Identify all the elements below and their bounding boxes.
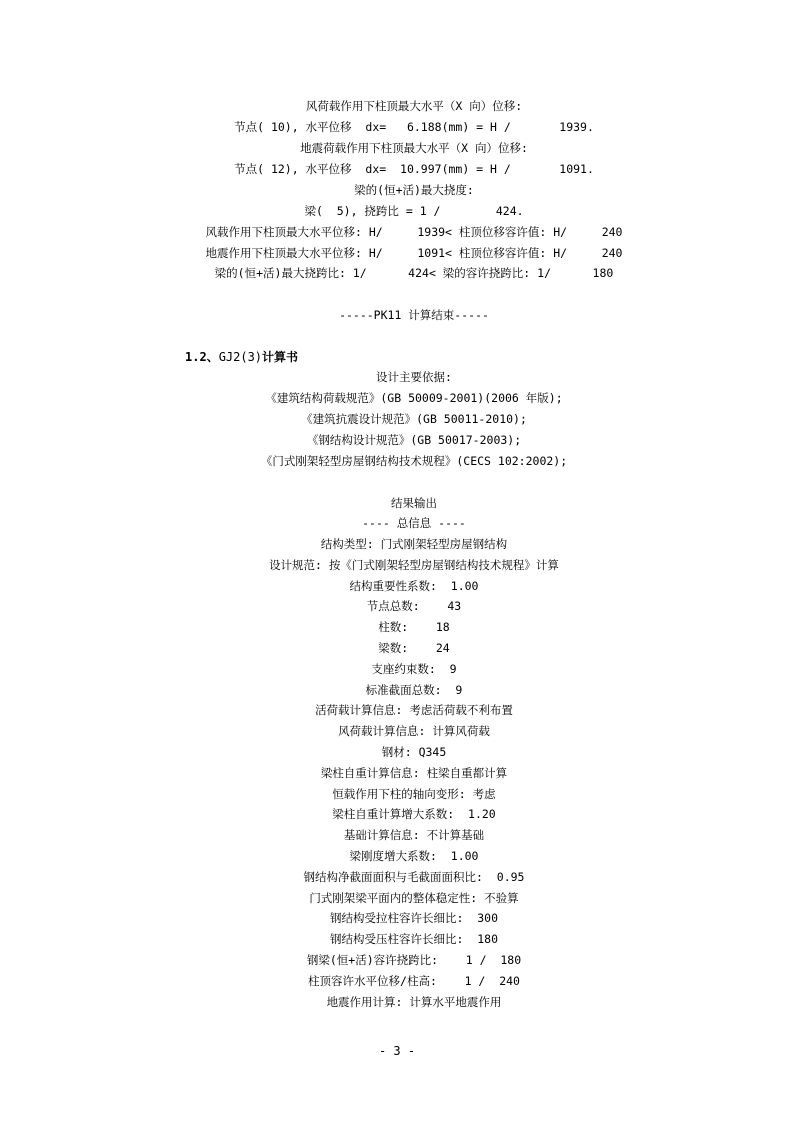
result-item: 梁柱自重计算信息: 柱梁自重都计算	[320, 766, 508, 780]
result-item: 钢结构净截面面积与毛截面面积比: 0.95	[303, 870, 525, 884]
basis-item: 《钢结构设计规范》(GB 50017-2003);	[306, 433, 522, 447]
seismic-displacement-heading: 地震荷载作用下柱顶最大水平（X 向）位移:	[300, 141, 528, 155]
result-item: 钢结构受拉柱容许长细比: 300	[329, 911, 499, 925]
result-item: 钢材: Q345	[381, 745, 447, 759]
seismic-displacement-node: 节点( 12), 水平位移 dx= 10.997(mm) = H / 1091.	[234, 162, 594, 176]
seismic-displacement-check: 地震作用下柱顶最大水平位移: H/ 1091< 柱顶位移容许值: H/ 240	[205, 246, 623, 260]
basis-heading: 设计主要依据:	[376, 370, 452, 384]
calculation-end-marker: -----PK11 计算结束-----	[339, 308, 489, 322]
result-item: 活荷载计算信息: 考虑活荷载不利布置	[315, 703, 513, 717]
result-item: 地震作用计算: 计算水平地震作用	[326, 995, 502, 1009]
result-item: 设计规范: 按《门式刚架轻型房屋钢结构技术规程》计算	[269, 558, 559, 572]
result-item: 钢梁(恒+活)容许挠跨比: 1 / 180	[306, 953, 522, 967]
wind-displacement-node: 节点( 10), 水平位移 dx= 6.188(mm) = H / 1939.	[234, 120, 594, 134]
result-item: 柱数: 18	[378, 620, 450, 634]
page-number: - 3 -	[378, 1044, 416, 1058]
result-item: 恒载作用下柱的轴向变形: 考虑	[332, 787, 496, 801]
result-item: 柱顶容许水平位移/柱高: 1 / 240	[308, 974, 520, 988]
result-item: 结构类型: 门式刚架轻型房屋钢结构	[320, 537, 508, 551]
wind-displacement-check: 风载作用下柱顶最大水平位移: H/ 1939< 柱顶位移容许值: H/ 240	[205, 225, 623, 239]
result-item: 基础计算信息: 不计算基础	[343, 828, 485, 842]
result-item: 钢结构受压柱容许长细比: 180	[329, 932, 499, 946]
section-heading	[185, 349, 298, 365]
result-item: 节点总数: 43	[366, 599, 462, 613]
beam-deflection-ratio: 梁( 5), 挠跨比 = 1 / 424.	[304, 204, 524, 218]
wind-displacement-heading: 风荷载作用下柱顶最大水平（X 向）位移:	[305, 99, 523, 113]
basis-item: 《建筑抗震设计规范》(GB 50011-2010);	[301, 412, 527, 426]
section-title: 计算书	[262, 350, 299, 364]
result-item: 梁数: 24	[378, 641, 450, 655]
result-item: 支座约束数: 9	[371, 662, 457, 676]
result-item: 门式刚架梁平面内的整体稳定性: 不验算	[309, 891, 519, 905]
result-item: 梁刚度增大系数: 1.00	[349, 849, 479, 863]
section-number: 1.2、	[185, 350, 219, 364]
basis-item: 《门式刚架轻型房屋钢结构技术规程》(CECS 102:2002);	[260, 454, 568, 468]
results-heading: 结果输出	[391, 496, 437, 510]
result-item: 结构重要性系数: 1.00	[349, 579, 479, 593]
beam-deflection-heading: 梁的(恒+活)最大挠度:	[354, 183, 474, 197]
section-code: GJ2(3)	[218, 350, 263, 364]
result-item: 标准截面总数: 9	[365, 683, 463, 697]
basis-item: 《建筑结构荷载规范》(GB 50009-2001)(2006 年版);	[265, 391, 563, 405]
result-item: 风荷载计算信息: 计算风荷载	[338, 724, 490, 738]
general-info-heading: ---- 总信息 ----	[362, 516, 466, 530]
result-item: 梁柱自重计算增大系数: 1.20	[332, 807, 496, 821]
beam-deflection-check: 梁的(恒+活)最大挠跨比: 1/ 424< 梁的容许挠跨比: 1/ 180	[214, 266, 614, 280]
